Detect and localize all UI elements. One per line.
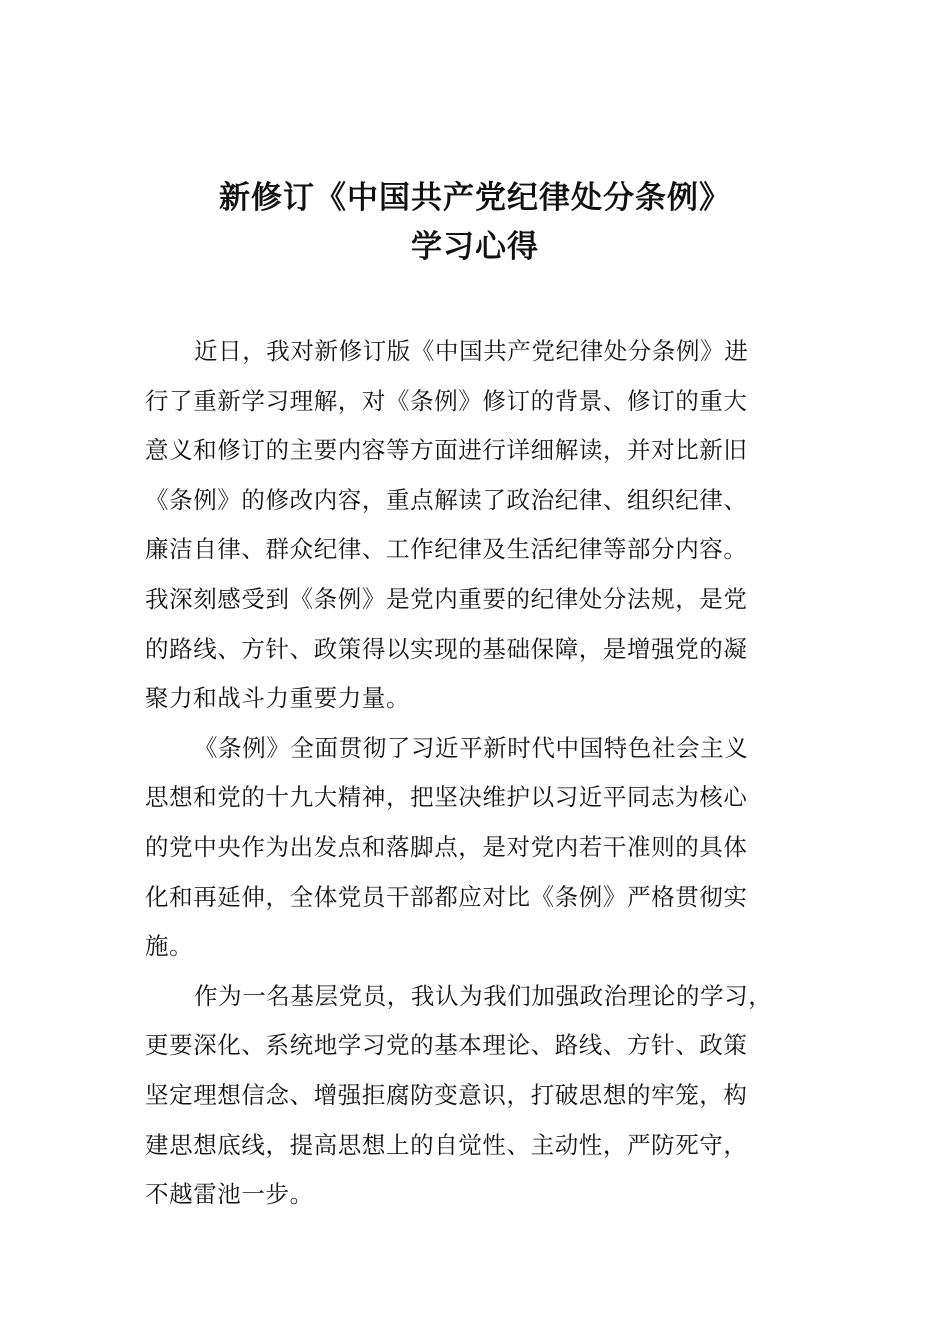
paragraph-1 <box>145 327 810 724</box>
text-line: 聚力和战斗力重要力量。 <box>145 684 411 713</box>
text-line: 近日，我对新修订版《中国共产党纪律处分条例》进 <box>194 337 749 365</box>
text-line: 《条例》全面贯彻了习近平新时代中国特色社会主义 <box>194 733 749 762</box>
text-line: 建思想底线，提高思想上的自觉性、主动性，严防死守， <box>145 1130 748 1159</box>
text-line: 作为一名基层党员，我认为我们加强政治理论的学习， <box>194 981 773 1010</box>
text-line: 我深刻感受到《条例》是党内重要的纪律处分法规，是党 <box>145 584 748 613</box>
text-line: 思想和党的十九大精神，把坚决维护以习近平同志为核心 <box>145 783 748 812</box>
text-line: 更要深化、系统地学习党的基本理论、路线、方针、政策 <box>145 1031 748 1060</box>
text-line: 化和再延伸，全体党员干部都应对比《条例》严格贯彻实 <box>145 882 748 911</box>
paragraph-3 <box>145 972 810 1220</box>
document-title: 新修订《中国共产党纪律处分条例》 <box>219 180 731 216</box>
text-line: 的党中央作为出发点和落脚点，是对党内若干准则的具体 <box>145 832 748 861</box>
text-line: 坚定理想信念、增强拒腐防变意识，打破思想的牢笼，构 <box>145 1080 748 1109</box>
text-line: 行了重新学习理解，对《条例》修订的背景、修订的重大 <box>145 386 748 415</box>
text-line: 施。 <box>145 932 194 961</box>
text-line: 的路线、方针、政策得以实现的基础保障，是增强党的凝 <box>145 634 748 663</box>
text-line: 廉洁自律、群众纪律、工作纪律及生活纪律等部分内容。 <box>145 535 748 564</box>
paragraph-2 <box>145 724 810 972</box>
text-line: 《条例》的修改内容，重点解读了政治纪律、组织纪律、 <box>145 485 748 514</box>
document-body <box>145 327 810 1220</box>
text-line: 意义和修订的主要内容等方面进行详细解读，并对比新旧 <box>145 436 748 465</box>
document-subtitle: 学习心得 <box>411 229 539 265</box>
text-line: 不越雷池一步。 <box>145 1180 314 1209</box>
